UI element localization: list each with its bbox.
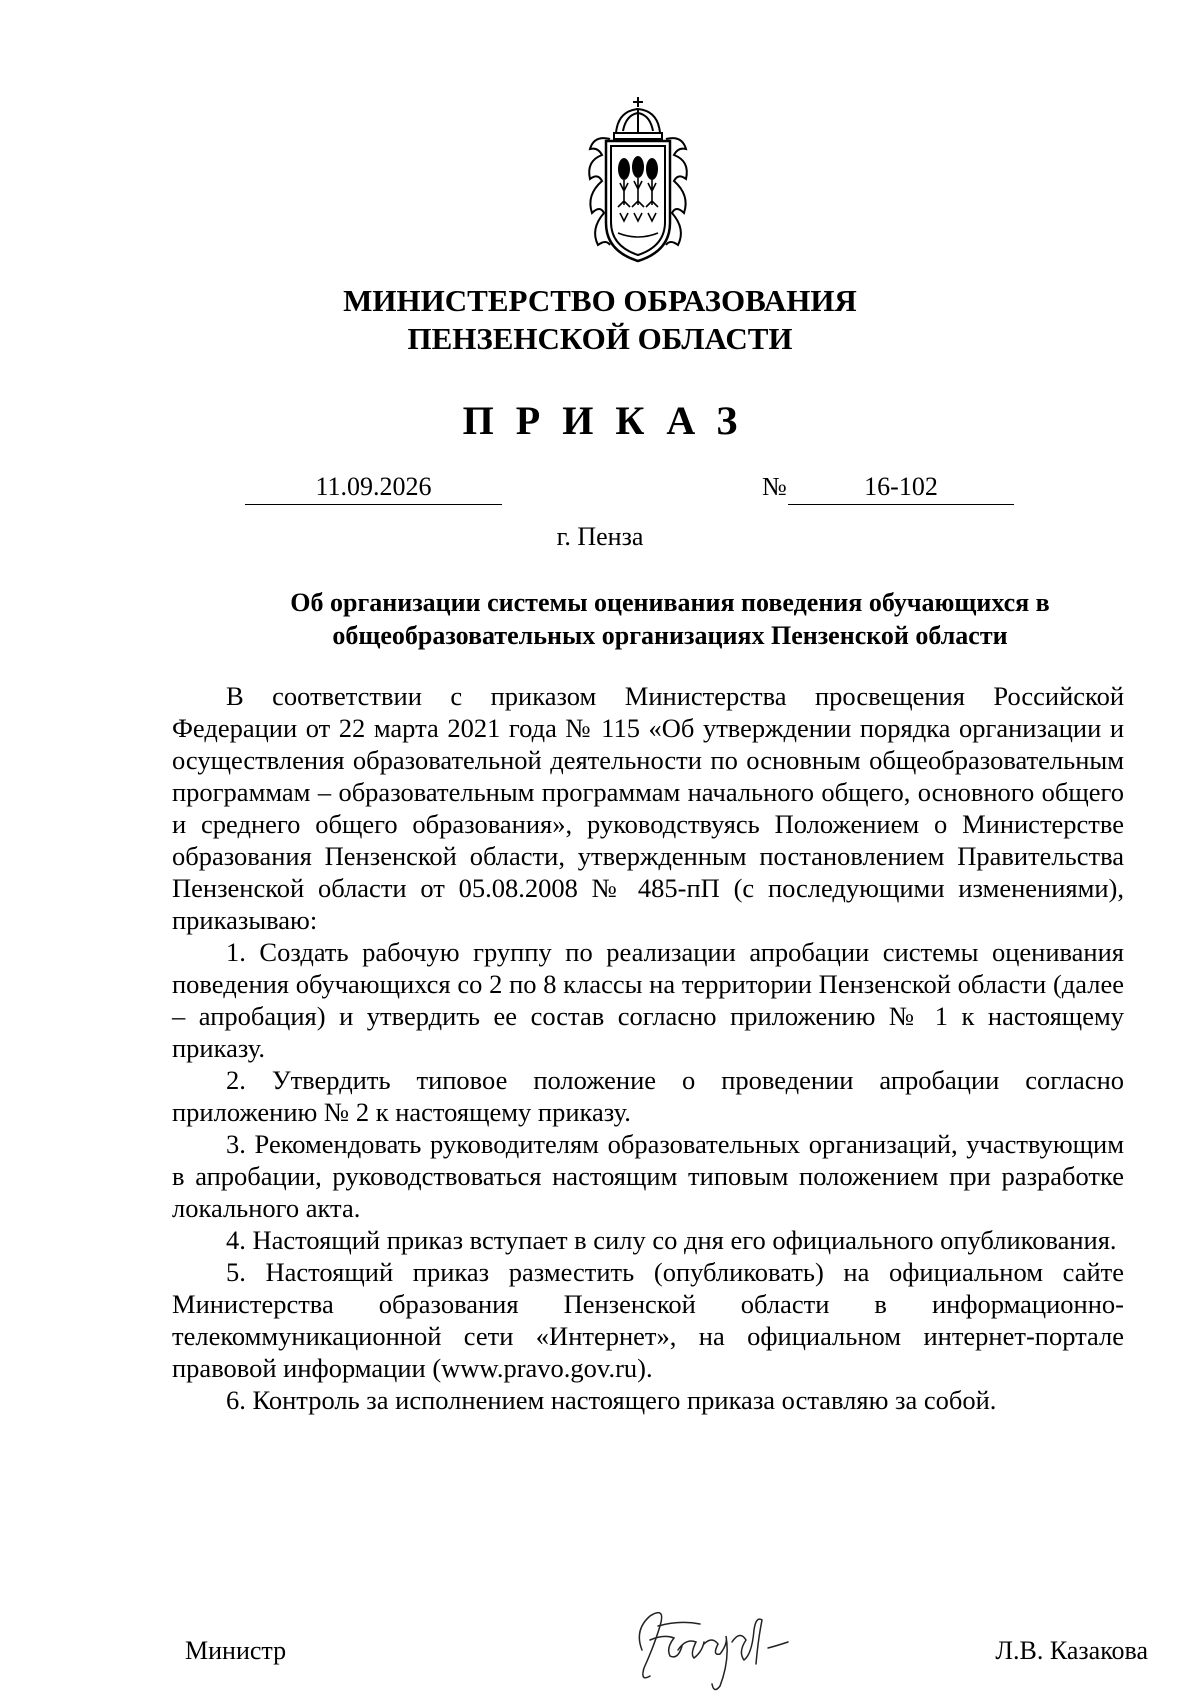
coat-of-arms-icon bbox=[576, 95, 700, 265]
order-item-5: 5. Настоящий приказ разместить (опубликовать) на официальном сайте Министерства образования Пензенской области в информационно-телекоммуникационной сети «Интернет», на официальном интернет-портале правовой информации (www.pravo.gov.ru). bbox=[172, 1257, 1124, 1383]
order-body bbox=[172, 680, 1124, 1416]
order-item-4: 4. Настоящий приказ вступает в силу со дня его официального опубликования. bbox=[226, 1225, 1117, 1255]
order-item-3: 3. Рекомендовать руководителям образовательных организаций, участвующим в апробации, руководствоваться настоящим типовым положением при разработке локального акта. bbox=[172, 1129, 1124, 1223]
signer-name: Л.В. Казакова bbox=[995, 1636, 1148, 1665]
city: г. Пенза bbox=[556, 522, 644, 551]
order-date: 11.09.2026 bbox=[245, 470, 502, 505]
signature-icon bbox=[620, 1590, 810, 1700]
intro-paragraph: В соответствии с приказом Министерства просвещения Российской Федерации от 22 марта 2021 года № 115 «Об утверждении порядка организации и осуществления образовательной деятельности по основным общеобразовательным программам – образовательным программам начального общего, основного общего и среднего общего образования», руководствуясь Положением о Министерстве образования Пензенской области, утвержденным постановлением Правительства Пензенской области от 05.08.2008 № 485-пП (с последующими изменениями), приказываю: bbox=[172, 681, 1124, 935]
number-sign: № bbox=[762, 472, 787, 501]
document-type-title: ПРИКАЗ bbox=[462, 398, 760, 443]
order-subject: Об организации системы оценивания поведения обучающихся в общеобразовательных организациях Пензенской области bbox=[290, 588, 1050, 650]
order-item-2: 2. Утвердить типовое положение о проведении апробации согласно приложению № 2 к настоящему приказу. bbox=[172, 1065, 1124, 1127]
order-number: 16-102 bbox=[788, 470, 1014, 505]
order-item-1: 1. Создать рабочую группу по реализации апробации системы оценивания поведения обучающихся со 2 по 8 классы на территории Пензенской области (далее – апробация) и утвердить ее состав согласно приложению № 1 к настоящему приказу. bbox=[172, 937, 1124, 1063]
ministry-name-line1: МИНИСТЕРСТВО ОБРАЗОВАНИЯ bbox=[343, 283, 857, 318]
signer-title: Министр bbox=[185, 1636, 287, 1665]
order-item-6: 6. Контроль за исполнением настоящего приказа оставляю за собой. bbox=[226, 1385, 997, 1415]
ministry-name-line2: ПЕНЗЕНСКОЙ ОБЛАСТИ bbox=[407, 321, 793, 356]
